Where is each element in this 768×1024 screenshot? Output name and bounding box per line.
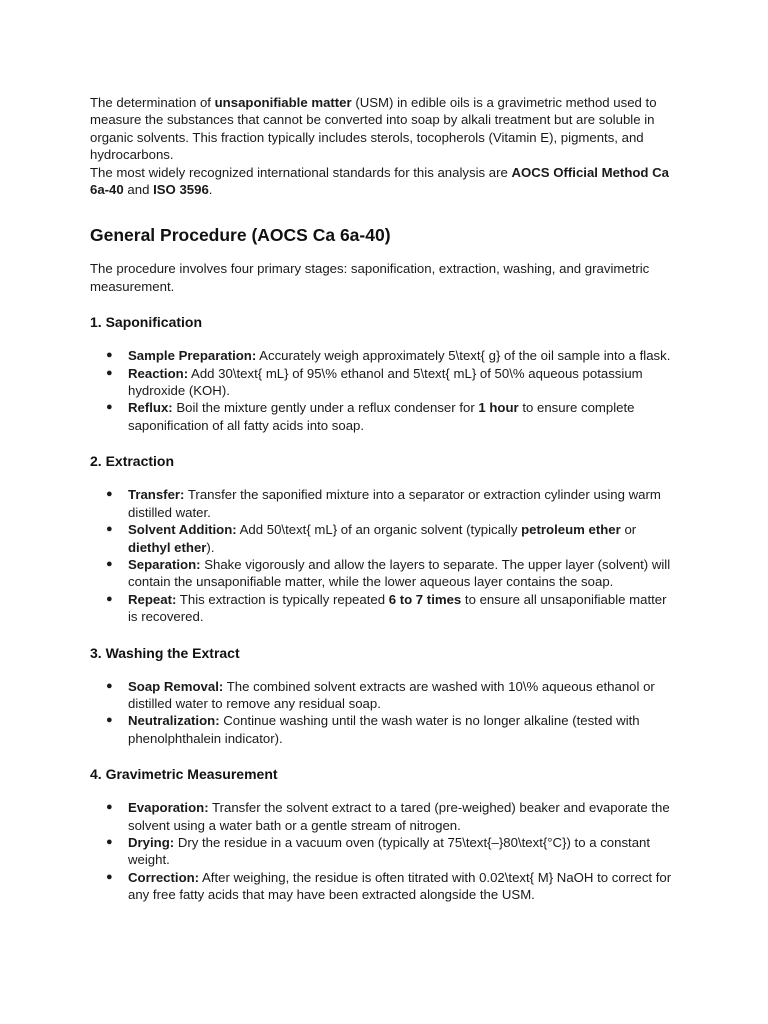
list-item [90, 347, 678, 364]
text-run: Add 30\text{ mL} of 95\% ethanol and 5\text{ mL} of 50\% aqueous potassium hydroxide (KOH). [128, 365, 643, 399]
bullet-list [90, 678, 678, 748]
bullet-list [90, 799, 678, 903]
bullet-icon: ● [106, 488, 113, 501]
bold-text: Reflux: [128, 400, 173, 416]
lead-paragraph: The procedure involves four primary stages: saponification, extraction, washing, and gravimetric measurement. [90, 261, 650, 294]
text-run: The combined solvent extracts are washed with 10\% aqueous ethanol or distilled water to remove any residual soap. [128, 678, 655, 711]
list-item [90, 399, 678, 434]
text-run: or [620, 522, 637, 538]
bold-text: Evaporation: [128, 800, 209, 816]
bold-text: unsaponifiable matter [214, 95, 352, 110]
list-item [90, 712, 678, 747]
bold-text: Drying: [128, 834, 175, 850]
intro [90, 94, 678, 198]
bold-text: diethyl ether [128, 539, 207, 555]
bullet-icon: ● [106, 349, 113, 362]
bold-text: Transfer: [128, 487, 185, 503]
bullet-icon: ● [106, 401, 113, 414]
text-run: Transfer the saponified mixture into a separator or extraction cylinder using warm distilled water. [128, 487, 661, 520]
intro-paragraph-1 [90, 94, 678, 164]
text-run: Shake vigorously and allow the layers to separate. The upper layer (solvent) will contain the unsaponifiable matter, while the lower aqueous layer contains the soap. [128, 556, 671, 590]
text-run: Continue washing until the wash water is no longer alkaline (tested with phenolphthalein indicator). [128, 713, 640, 746]
bullet-list [90, 486, 678, 625]
subsection-title: 1. Saponification [90, 314, 203, 331]
subsection-title: 2. Extraction [90, 453, 175, 470]
list-item [90, 591, 678, 626]
bold-text: Sample Preparation: [128, 348, 257, 364]
list-item [90, 799, 678, 834]
bold-text: Repeat: [128, 591, 177, 607]
list-item [90, 556, 678, 591]
text-run: to ensure complete saponification of all fatty acids into soap. [128, 400, 635, 433]
text-run: Add 50\text{ mL} of an organic solvent (typically [236, 522, 522, 538]
list-item [90, 486, 678, 521]
bullet-icon: ● [106, 366, 113, 379]
intro-paragraph-2 [90, 164, 678, 199]
subsection-title: 3. Washing the Extract [90, 644, 240, 661]
bold-text: 1 hour [478, 400, 519, 416]
list-item [90, 365, 678, 400]
text-run: Dry the residue in a vacuum oven (typically at 75\text{–}80\text{°C}) to a constant weight. [128, 834, 651, 868]
bold-text: Reaction: [128, 365, 189, 381]
text-run: ). [206, 539, 215, 555]
bullet-icon: ● [106, 679, 113, 692]
list-item [90, 869, 678, 904]
bullet-icon: ● [106, 801, 113, 814]
procedure-section [90, 644, 678, 748]
text-run: The most widely recognized international standards for this analysis are [90, 164, 512, 180]
bold-text: AOCS Official Method Ca 6a-40 [90, 164, 670, 198]
bold-text: Separation: [128, 556, 201, 572]
bold-text: Correction: [128, 869, 200, 885]
bold-text: ISO 3596 [153, 182, 209, 198]
text-run: to ensure all unsaponifiable matter is recovered. [128, 591, 667, 625]
list-item [90, 834, 678, 869]
list-item [90, 678, 678, 713]
procedure-section [90, 313, 678, 434]
text-run: Transfer the solvent extract to a tared (pre-weighed) beaker and evaporate the solvent using a water bath or a gentle stream of nitrogen. [128, 800, 670, 833]
bold-text: 6 to 7 times [388, 591, 462, 607]
text-run: This extraction is typically repeated [176, 591, 389, 607]
bold-text: Soap Removal: [128, 678, 224, 694]
bullet-icon: ● [106, 557, 113, 570]
text-run: (USM) in edible oils is a gravimetric method used to measure the substances that cannot be converted into soap by alkali treatment but are soluble in organic solvents. This fraction typically includes sterols, tocopherols (Vitamin E), pigments, and hydrocarbons. [90, 95, 657, 163]
bullet-icon: ● [106, 523, 113, 536]
text-run: Boil the mixture gently under a reflux condenser for [172, 400, 479, 416]
procedure-section [90, 452, 678, 625]
list-item [90, 521, 678, 556]
subsection-title: 4. Gravimetric Measurement [90, 766, 278, 783]
section-heading: General Procedure (AOCS Ca 6a-40) [90, 225, 391, 246]
bold-text: Neutralization: [128, 713, 220, 729]
bold-text: Solvent Addition: [128, 522, 237, 538]
text-run: Accurately weigh approximately 5\text{ g} of the oil sample into a flask. [256, 348, 671, 364]
text-run: . [208, 182, 213, 198]
procedure-section [90, 765, 678, 903]
bullet-icon: ● [106, 714, 113, 727]
bullet-icon: ● [106, 592, 113, 605]
text-run: The determination of [90, 95, 215, 110]
text-run: After weighing, the residue is often titrated with 0.02\text{ M} NaOH to correct for any free fatty acids that may have been extracted alongside the USM. [128, 869, 672, 903]
procedure-sections [90, 313, 678, 903]
bullet-icon: ● [106, 870, 113, 883]
bullet-list [90, 347, 678, 434]
bullet-icon: ● [106, 835, 113, 848]
text-run: and [123, 182, 154, 198]
bold-text: petroleum ether [521, 522, 621, 538]
